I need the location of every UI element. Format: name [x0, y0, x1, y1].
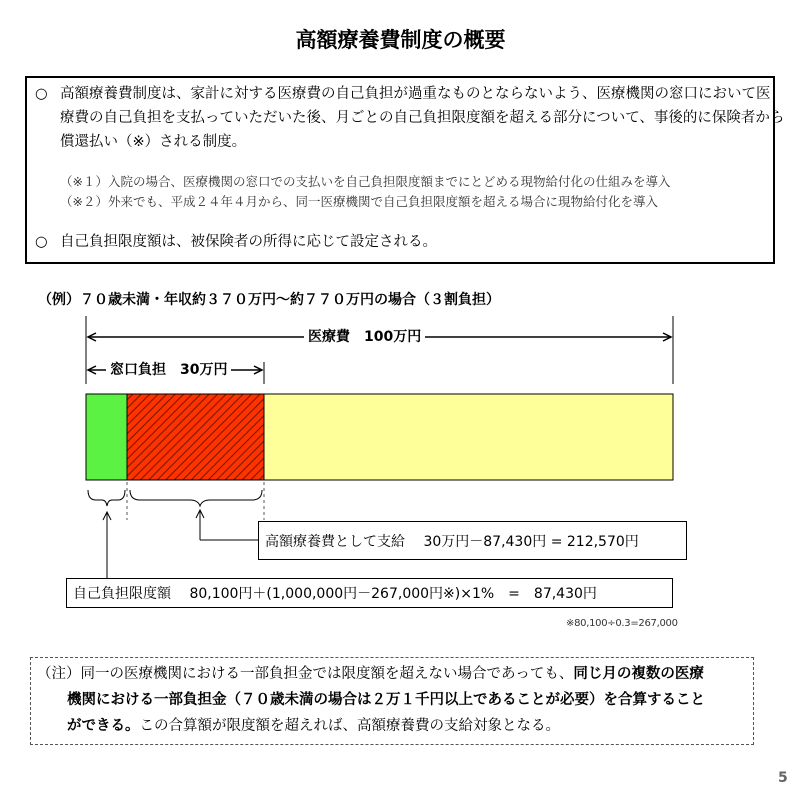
limit-box [66, 578, 673, 608]
note-line-3-normal: この合算額が限度額を超えれば、高額療養費の支給対象となる。 [139, 718, 560, 734]
limit-connector [103, 512, 111, 578]
summary-line-2: 療費の自己負担を支払っていただいた後、月ごとの自己負担限度額を超える部分について、事後的に保険者から [60, 110, 785, 126]
note-box [30, 657, 754, 745]
page-number: 5 [778, 770, 788, 786]
summary-note-1: （※１）入院の場合、医療機関の窓口での支払いを自己負担限度額までにとどめる現物給付化の仕組みを導入 [60, 174, 671, 189]
note-line-2: 機関における一部負担金（７０歳未満の場合は２万１千円以上であることが必要）を合算すること [67, 692, 705, 708]
summary-line-3: 償還払い（※）される制度。 [60, 134, 247, 150]
refund-box [258, 521, 687, 560]
total-cost-label: 医療費 100万円 [304, 326, 425, 346]
summary-line-1: 高額療養費制度は、家計に対する医療費の自己負担が過重なものとならないよう、医療機関の窓口において医 [60, 86, 771, 102]
summary-line-4: 自己負担限度額は、被保険者の所得に応じて設定される。 [60, 234, 437, 250]
note-line-1-bold: 同じ月の複数の医療 [573, 666, 704, 682]
page-title: 高額療養費制度の概要 [295, 28, 506, 52]
note-line-3-bold: ができる。 [67, 718, 140, 734]
bullet-icon: ○ [35, 234, 48, 250]
footnote: ※80,100÷0.3=267,000 [566, 618, 678, 629]
refund-connector [196, 510, 258, 540]
bar-segment-self-limit [86, 394, 127, 480]
window-payment-label: 窓口負担 30万円 [106, 359, 231, 379]
bar-segment-refund [127, 394, 264, 480]
brace-refund [130, 490, 262, 506]
brace-self-limit [88, 490, 125, 506]
summary-note-2: （※２）外来でも、平成２４年４月から、同一医療機関で自己負担限度額を超える場合に現物給付化を導入 [60, 194, 658, 209]
limit-formula: 自己負担限度額 80,100円＋(1,000,000円－267,000円※)×1% = 87,430円 [73, 586, 597, 602]
note-line-1-normal: （注）同一の医療機関における一部負担金では限度額を超えない場合であっても、 [37, 666, 574, 682]
bar-segment-insurer [264, 394, 673, 480]
bullet-icon: ○ [35, 86, 48, 102]
example-caption: （例）７０歳未満・年収約３７０万円～約７７０万円の場合（３割負担） [38, 292, 500, 308]
refund-formula: 高額療養費として支給 30万円－87,430円 = 212,570円 [265, 533, 639, 550]
